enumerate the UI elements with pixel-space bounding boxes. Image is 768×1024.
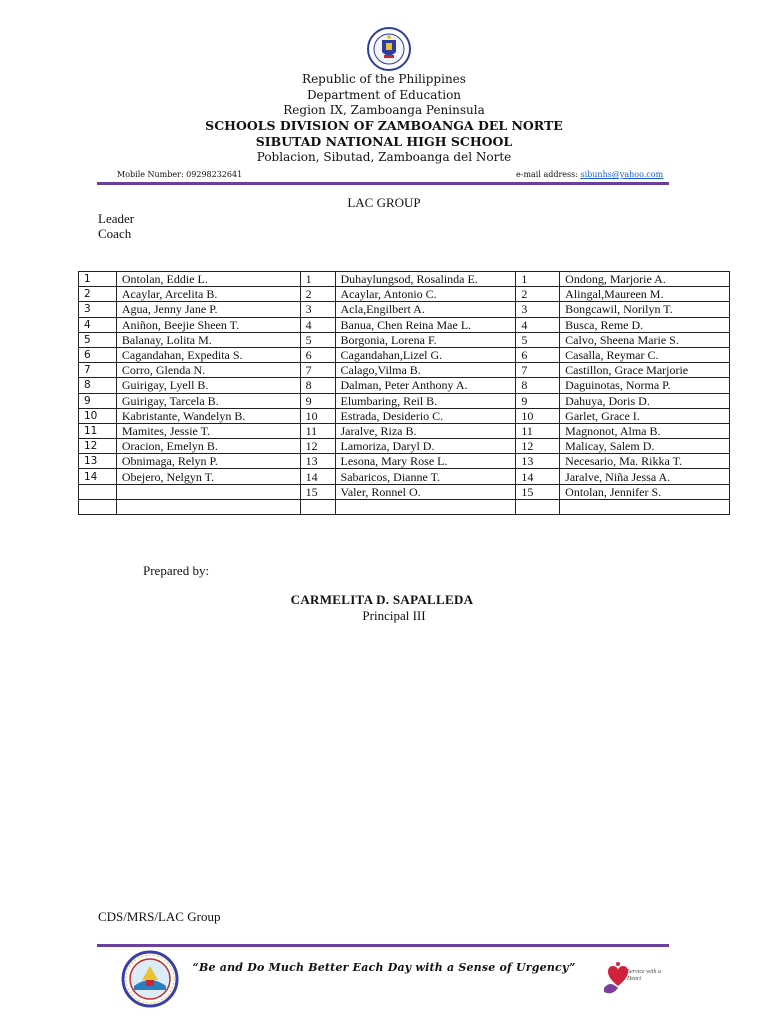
member-name: Dalman, Peter Anthony A. <box>335 378 516 393</box>
document-title: LAC GROUP <box>347 195 421 210</box>
member-name: Mamites, Jessie T. <box>116 423 300 438</box>
table-row <box>79 347 730 362</box>
member-name: Daguinotas, Norma P. <box>560 378 730 393</box>
member-name <box>116 499 300 514</box>
member-name <box>560 499 730 514</box>
member-name: Banua, Chen Reina Mae L. <box>335 317 516 332</box>
member-name: Sabaricos, Dianne T. <box>335 469 516 484</box>
member-number: 7 <box>79 363 117 378</box>
member-number: 5 <box>300 332 335 347</box>
member-name: Borgonia, Lorena F. <box>335 332 516 347</box>
member-name: Duhaylungsod, Rosalinda E. <box>335 272 516 287</box>
member-name: Acla,Engilbert A. <box>335 302 516 317</box>
header-region: Region IX, Zamboanga Peninsula <box>283 103 485 117</box>
member-name: Ontolan, Eddie L. <box>116 272 300 287</box>
member-number: 9 <box>79 393 117 408</box>
member-number: 13 <box>79 454 117 469</box>
member-number: 14 <box>516 469 560 484</box>
member-number: 10 <box>516 408 560 423</box>
member-name: Lamoriza, Daryl D. <box>335 439 516 454</box>
email-label: e-mail address: <box>516 170 581 179</box>
member-name: Alingal,Maureen M. <box>560 287 730 302</box>
member-number: 6 <box>516 347 560 362</box>
member-name: Garlet, Grace I. <box>560 408 730 423</box>
deped-seal-logo <box>362 26 416 72</box>
table-row <box>79 423 730 438</box>
member-name: Acaylar, Antonio C. <box>335 287 516 302</box>
service-with-a-heart-text: Service with a Heart <box>627 969 661 982</box>
member-number: 5 <box>516 332 560 347</box>
member-number: 3 <box>79 302 117 317</box>
member-number: 2 <box>300 287 335 302</box>
header-school: SIBUTAD NATIONAL HIGH SCHOOL <box>255 134 513 149</box>
table-row <box>79 363 730 378</box>
member-number: 11 <box>300 423 335 438</box>
member-number <box>79 484 117 499</box>
member-number: 6 <box>300 347 335 362</box>
member-name: Balanay, Lolita M. <box>116 332 300 347</box>
member-number: 4 <box>300 317 335 332</box>
member-name: Obnimaga, Relyn P. <box>116 454 300 469</box>
member-name: Dahuya, Doris D. <box>560 393 730 408</box>
member-name: Castillon, Grace Marjorie <box>560 363 730 378</box>
member-name: Jaralve, Riza B. <box>335 423 516 438</box>
member-number: 12 <box>79 439 117 454</box>
member-number: 1 <box>516 272 560 287</box>
member-name: Bongcawil, Norilyn T. <box>560 302 730 317</box>
email-line <box>516 170 663 179</box>
lac-group-table <box>78 271 730 515</box>
member-number: 15 <box>516 484 560 499</box>
email-link[interactable]: sibunhs@yahoo.com <box>580 170 664 179</box>
member-name: Calvo, Sheena Marie S. <box>560 332 730 347</box>
table-row <box>79 302 730 317</box>
school-seal-logo <box>116 950 184 1008</box>
member-number: 7 <box>516 363 560 378</box>
member-name: Lesona, Mary Rose L. <box>335 454 516 469</box>
member-name: Ondong, Marjorie A. <box>560 272 730 287</box>
lac-table-body <box>79 272 730 515</box>
member-name: Calago,Vilma B. <box>335 363 516 378</box>
member-number: 15 <box>300 484 335 499</box>
prepared-by-label: Prepared by: <box>143 563 210 578</box>
member-number: 8 <box>516 378 560 393</box>
member-number: 2 <box>516 287 560 302</box>
member-number: 11 <box>79 423 117 438</box>
table-row <box>79 317 730 332</box>
member-number <box>300 499 335 514</box>
member-number: 4 <box>516 317 560 332</box>
signatory-name: CARMELITA D. SAPALLEDA <box>290 592 474 607</box>
member-number: 2 <box>79 287 117 302</box>
signatory-position: Principal III <box>362 608 426 623</box>
member-name: Magnonot, Alma B. <box>560 423 730 438</box>
member-number: 9 <box>300 393 335 408</box>
member-name: Guirigay, Lyell B. <box>116 378 300 393</box>
member-name: Necesario, Ma. Rikka T. <box>560 454 730 469</box>
table-row <box>79 484 730 499</box>
member-name: Ontolan, Jennifer S. <box>560 484 730 499</box>
table-row <box>79 439 730 454</box>
member-name: Cagandahan,Lizel G. <box>335 347 516 362</box>
footer-motto: “Be and Do Much Better Each Day with a Sense of Urgency” <box>192 961 576 974</box>
member-name: Busca, Reme D. <box>560 317 730 332</box>
member-number: 1 <box>300 272 335 287</box>
member-name: Cagandahan, Expedita S. <box>116 347 300 362</box>
member-number: 7 <box>300 363 335 378</box>
member-number: 3 <box>300 302 335 317</box>
member-number: 14 <box>79 469 117 484</box>
member-number: 3 <box>516 302 560 317</box>
header-department: Department of Education <box>306 88 462 102</box>
member-number: 11 <box>516 423 560 438</box>
member-number: 12 <box>300 439 335 454</box>
table-row <box>79 332 730 347</box>
member-name: Corro, Glenda N. <box>116 363 300 378</box>
footer-rule <box>97 944 669 947</box>
mobile-number: Mobile Number: 09298232641 <box>117 170 243 179</box>
header-address: Poblacion, Sibutad, Zamboanga del Norte <box>256 150 512 164</box>
member-name <box>116 484 300 499</box>
member-number: 8 <box>300 378 335 393</box>
table-row <box>79 454 730 469</box>
table-row <box>79 378 730 393</box>
table-row <box>79 287 730 302</box>
member-number: 8 <box>79 378 117 393</box>
member-number <box>516 499 560 514</box>
member-number <box>79 499 117 514</box>
member-number: 6 <box>79 347 117 362</box>
member-name: Malicay, Salem D. <box>560 439 730 454</box>
document-code: CDS/MRS/LAC Group <box>98 909 221 924</box>
member-number: 12 <box>516 439 560 454</box>
member-number: 9 <box>516 393 560 408</box>
member-name: Aniñon, Beejie Sheen T. <box>116 317 300 332</box>
member-name: Valer, Ronnel O. <box>335 484 516 499</box>
header-republic: Republic of the Philippines <box>302 72 466 86</box>
member-name: Guirigay, Tarcela B. <box>116 393 300 408</box>
table-row <box>79 272 730 287</box>
table-row <box>79 393 730 408</box>
member-name <box>335 499 516 514</box>
table-row <box>79 408 730 423</box>
table-row <box>79 469 730 484</box>
member-number: 13 <box>516 454 560 469</box>
member-name: Agua, Jenny Jane P. <box>116 302 300 317</box>
member-number: 4 <box>79 317 117 332</box>
member-name: Oracion, Emelyn B. <box>116 439 300 454</box>
member-name: Estrada, Desiderio C. <box>335 408 516 423</box>
member-name: Kabristante, Wandelyn B. <box>116 408 300 423</box>
member-number: 1 <box>79 272 117 287</box>
member-name: Jaralve, Niña Jessa A. <box>560 469 730 484</box>
header-rule <box>97 182 669 185</box>
member-number: 13 <box>300 454 335 469</box>
coach-label: Coach <box>98 226 132 241</box>
table-row <box>79 499 730 514</box>
member-number: 14 <box>300 469 335 484</box>
member-number: 10 <box>300 408 335 423</box>
member-number: 10 <box>79 408 117 423</box>
member-name: Casalla, Reymar C. <box>560 347 730 362</box>
header-division: SCHOOLS DIVISION OF ZAMBOANGA DEL NORTE <box>205 118 563 133</box>
member-number: 5 <box>79 332 117 347</box>
member-name: Elumbaring, Reil B. <box>335 393 516 408</box>
member-name: Obejero, Nelgyn T. <box>116 469 300 484</box>
leader-label: Leader <box>98 211 135 226</box>
member-name: Acaylar, Arcelita B. <box>116 287 300 302</box>
